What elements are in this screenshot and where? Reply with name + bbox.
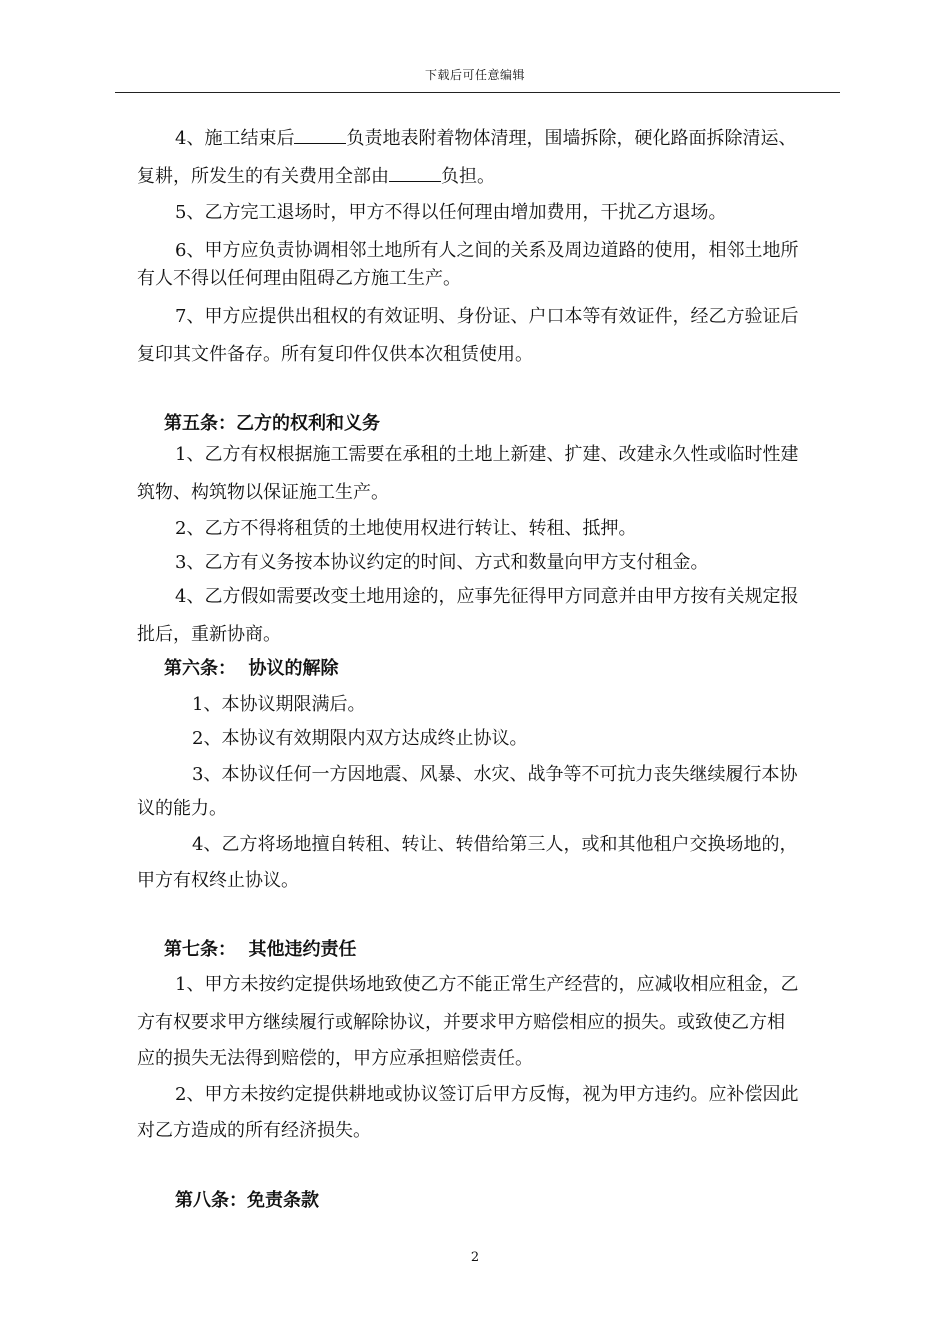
section-5-item-1-line-1: 1、乙方有权根据施工需要在承租的土地上新建、扩建、改建永久性或临时性建 xyxy=(175,444,799,465)
clause-6-line-1: 6、甲方应负责协调相邻土地所有人之间的关系及周边道路的使用，相邻土地所 xyxy=(175,240,799,261)
section-5-item-3: 3、乙方有义务按本协议约定的时间、方式和数量向甲方支付租金。 xyxy=(175,552,709,573)
section-5-item-4-line-2: 批后，重新协商。 xyxy=(137,624,281,645)
section-7-item-1-line-1: 1、甲方未按约定提供场地致使乙方不能正常生产经营的，应减收相应租金，乙 xyxy=(175,974,799,995)
clause-6-line-2: 有人不得以任何理由阻碍乙方施工生产。 xyxy=(137,268,461,289)
header-rule xyxy=(115,92,840,93)
section-6-item-4-line-2: 甲方有权终止协议。 xyxy=(137,870,299,891)
section-6-item-3-line-2: 议的能力。 xyxy=(137,798,227,819)
section-6-item-1: 1、本协议期限满后。 xyxy=(192,694,366,715)
section-6-item-4-line-1: 4、乙方将场地擅自转租、转让、转借给第三人，或和其他租户交换场地的， xyxy=(192,834,798,855)
clause-7-line-1: 7、甲方应提供出租权的有效证明、身份证、户口本等有效证件，经乙方验证后 xyxy=(175,306,799,327)
clause-7-line-2: 复印其文件备存。所有复印件仅供本次租赁使用。 xyxy=(137,344,533,365)
clause-5: 5、乙方完工退场时，甲方不得以任何理由增加费用，干扰乙方退场。 xyxy=(175,202,727,223)
section-7-item-2-line-2: 对乙方造成的所有经济损失。 xyxy=(137,1120,371,1141)
page-header: 下载后可任意编辑 xyxy=(424,68,525,82)
clause-4-text-b: 负责地表附着物体清理，围墙拆除，硬化路面拆除清运、 xyxy=(346,128,797,149)
section-8-title: 第八条：免责条款 xyxy=(175,1190,319,1211)
section-7-title: 第七条： 其他违约责任 xyxy=(164,939,357,960)
section-5-item-4-line-1: 4、乙方假如需要改变土地用途的，应事先征得甲方同意并由甲方按有关规定报 xyxy=(175,586,799,607)
section-5-item-1-line-2: 筑物、构筑物以保证施工生产。 xyxy=(137,482,389,503)
section-5-title: 第五条：乙方的权利和义务 xyxy=(164,413,380,434)
clause-4-text-c: 复耕，所发生的有关费用全部由 xyxy=(137,166,389,187)
section-7-item-1-line-2: 方有权要求甲方继续履行或解除协议，并要求甲方赔偿相应的损失。或致使乙方相 xyxy=(137,1012,785,1033)
blank-field-2 xyxy=(389,163,441,182)
section-6-title: 第六条： 协议的解除 xyxy=(164,658,339,679)
clause-4-text-a: 4、施工结束后 xyxy=(175,128,295,149)
section-7-item-2-line-1: 2、甲方未按约定提供耕地或协议签订后甲方反悔，视为甲方违约。应补偿因此 xyxy=(175,1084,799,1105)
section-7-item-1-line-3: 应的损失无法得到赔偿的，甲方应承担赔偿责任。 xyxy=(137,1048,533,1069)
clause-4-line-2 xyxy=(137,163,495,189)
section-6-item-3-line-1: 3、本协议任何一方因地震、风暴、水灾、战争等不可抗力丧失继续履行本协 xyxy=(192,764,798,785)
clause-4-text-d: 负担。 xyxy=(441,166,495,187)
section-5-item-2: 2、乙方不得将租赁的土地使用权进行转让、转租、抵押。 xyxy=(175,518,637,539)
blank-field-1 xyxy=(294,125,346,144)
clause-4-line-1 xyxy=(175,125,796,151)
page-number: 2 xyxy=(470,1250,480,1265)
section-6-item-2: 2、本协议有效期限内双方达成终止协议。 xyxy=(192,728,528,749)
